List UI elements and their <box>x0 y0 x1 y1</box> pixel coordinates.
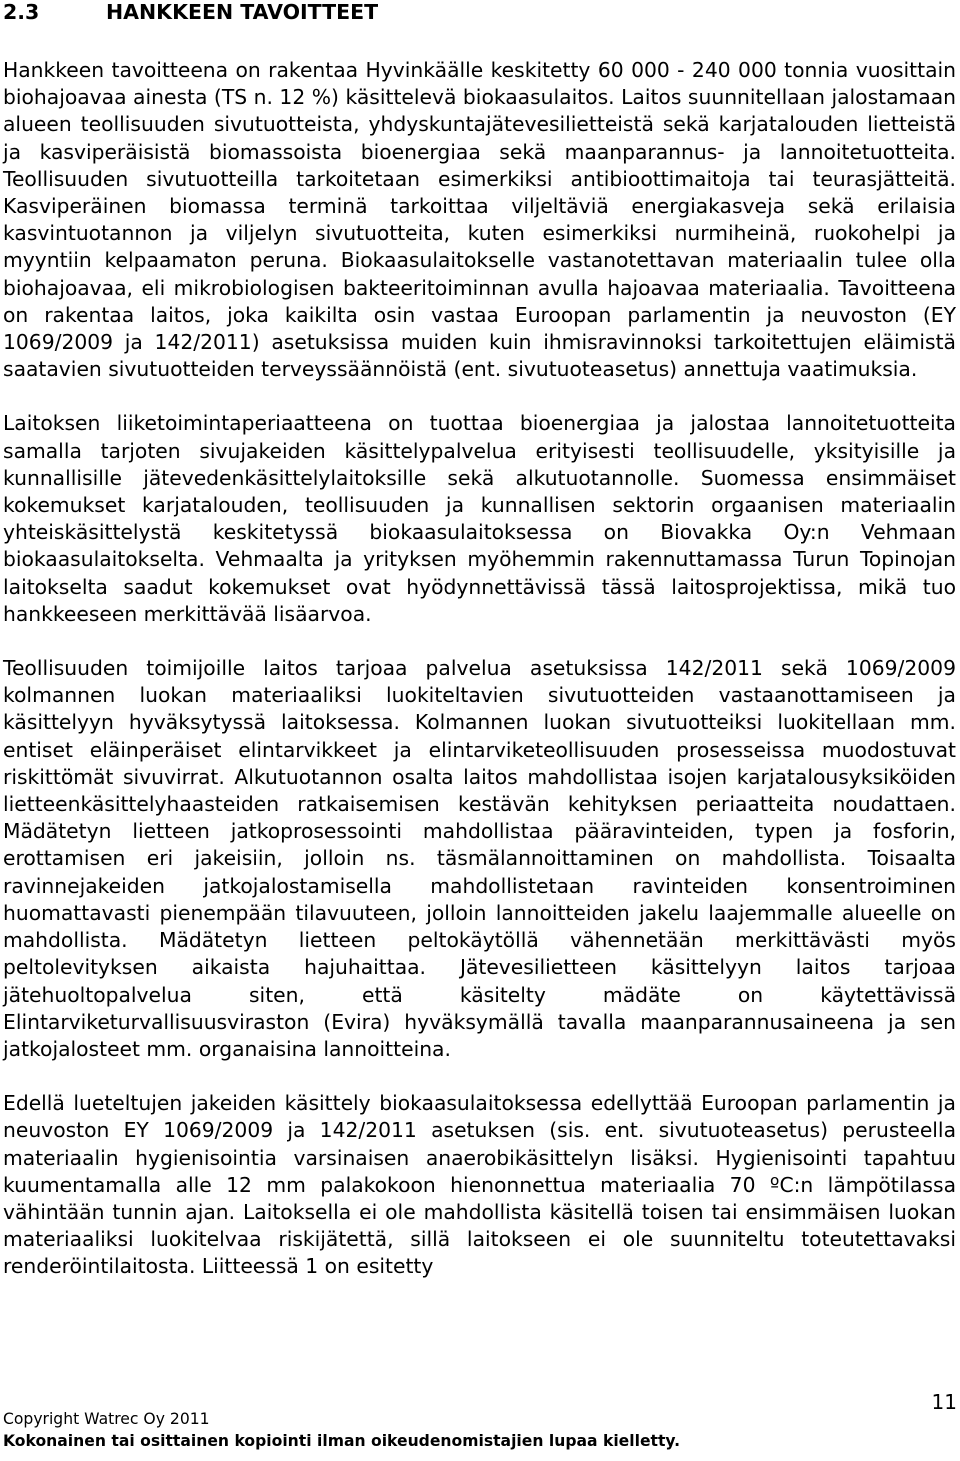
page-number: 11 <box>931 1390 957 1414</box>
paragraph-hygienisation: Edellä lueteltujen jakeiden käsittely biokaasulaitoksessa edellyttää Euroopan parlamentin ja neuvoston EY 1069/2009 ja 142/2011 asetuksen (sis. ent. sivutuoteasetus) perusteella materiaalin hygienisointia varsinaisen anaerobikäsittelyn lisäksi. Hygienisointi tapahtuu kuumentamalla alle 12 mm palakokoon hienonnettua materiaalia 70 ºC:n lämpötilassa vähintään tunnin ajan. Laitoksella ei ole mahdollista käsitellä toisen tai ensimmäisen luokan materiaaliksi luokitelvaa riskijätettä, sillä laitokseen ei ole suunniteltu toteutettavaksi renderöintilaitosta. Liitteessä 1 on esitetty <box>3 1091 956 1279</box>
paragraph-business-principle: Laitoksen liiketoimintaperiaatteena on tuottaa bioenergiaa ja jalostaa lannoitetuotteita samalla tarjoten sivujakeiden käsittelypalvelua erityisesti teollisuudelle, yksityisille ja kunnallisille jätevedenkäsittelylaitoksille sekä alkutuotannolle. Suomessa ensimmäiset kokemukset karjatalouden, teollisuuden ja kunnallisen sektorin orgaanisen materiaalin yhteiskäsittelystä keskitetyssä biokaasulaitoksessa on Biovakka Oy:n Vehmaan biokaasulaitokselta. Vehmaalta ja yrityksen myöhemmin rakennuttamassa Turun Topinojan laitokselta saadut kokemukset ovat hyödynnettävissä tässä laitosprojektissa, mikä tuo hankkeeseen merkittävää lisäarvoa. <box>3 411 956 626</box>
copyright-text: Copyright Watrec Oy 2011 <box>3 1410 210 1428</box>
paragraph-goals: Hankkeen tavoitteena on rakentaa Hyvinkäälle keskitetty 60 000 - 240 000 tonnia vuosittain biohajoavaa ainesta (TS n. 12 %) käsittelevä biokaasulaitos. Laitos suunnitellaan jalostamaan alueen teollisuuden sivutuotteista, yhdyskuntajätevesilietteistä sekä karjatalouden lietteistä ja kasviperäisistä biomassoista bioenergiaa sekä maanparannus- ja lannoitetuotteita. Teollisuuden sivutuotteilla tarkoitetaan esimerkiksi antibioottimaitoja tai teurasjätteitä. Kasviperäinen biomassa terminä tarkoittaa viljeltäviä energiakasveja sekä erilaisia kasvintuotannon ja viljelyn sivutuotteita, kuten esimerkiksi nurmiheinä, ruokohelpi ja myyntiin kelpaamaton peruna. Biokaasulaitokselle vastanotettavan materiaalin tulee olla biohajoavaa, eli mikrobiologisen bakteeritoiminnan avulla hajoavaa materiaalia. Tavoitteena on rakentaa laitos, joka kaikilta osin vastaa Euroopan parlamentin ja neuvoston (EY 1069/2009 ja 142/2011) asetuksissa muiden kuin ihmisravinnoksi tarkoitettujen eläimistä saatavien sivutuotteiden terveyssäännöistä (ent. sivutuoteasetus) annettuja vaatimuksia. <box>3 58 956 382</box>
page-footer <box>3 1408 956 1452</box>
section-number: 2.3 <box>3 0 40 24</box>
section-title: HANKKEEN TAVOITTEET <box>106 0 379 24</box>
document-page <box>3 0 956 1281</box>
copy-notice: Kokonainen tai osittainen kopiointi ilman oikeudenomistajien lupaa kielletty. <box>3 1432 681 1450</box>
paragraph-industry-services: Teollisuuden toimijoille laitos tarjoaa palvelua asetuksissa 142/2011 sekä 1069/2009 kolmannen luokan materiaaliksi luokiteltavien sivutuotteiden vastaanottamiseen ja käsittelyyn hyväksytyssä laitoksessa. Kolmannen luokan sivutuotteiksi luokitellaan mm. entiset eläinperäiset elintarvikkeet ja elintarviketeollisuuden prosesseissa muodostuvat riskittömät sivuvirrat. Alkutuotannon osalta laitos mahdollistaa isojen karjatalousyksiköiden lietteenkäsittelyhaasteiden ratkaisemisen kestävän kehityksen periaatteita noudattaen. Mädätetyn lietteen jatkoprosessointi mahdollistaa pääravinteiden, typen ja fosforin, erottamisen eri jakeisiin, jolloin ns. täsmälannoittaminen on mahdollista. Toisaalta ravinnejakeiden jatkojalostamisella mahdollistetaan ravinteiden konsentroiminen huomattavasti pienempään tilavuuteen, jolloin lannoitteiden jakelu laajemmalle alueelle on mahdollista. Mädätetyn lietteen peltokäytöllä vähennetään merkittävästi myös peltolevityksen aikaista hajuhaittaa. Jätevesilietteen käsittelyyn laitos tarjoaa jätehuoltopalvelua siten, että käsitelty mädäte on käytettävissä Elintarviketurvallisuusviraston (Evira) hyväksymällä tavalla maanparannusaineena ja sen jatkojalosteet mm. organaisina lannoitteina. <box>3 656 956 1061</box>
section-heading <box>3 0 956 24</box>
